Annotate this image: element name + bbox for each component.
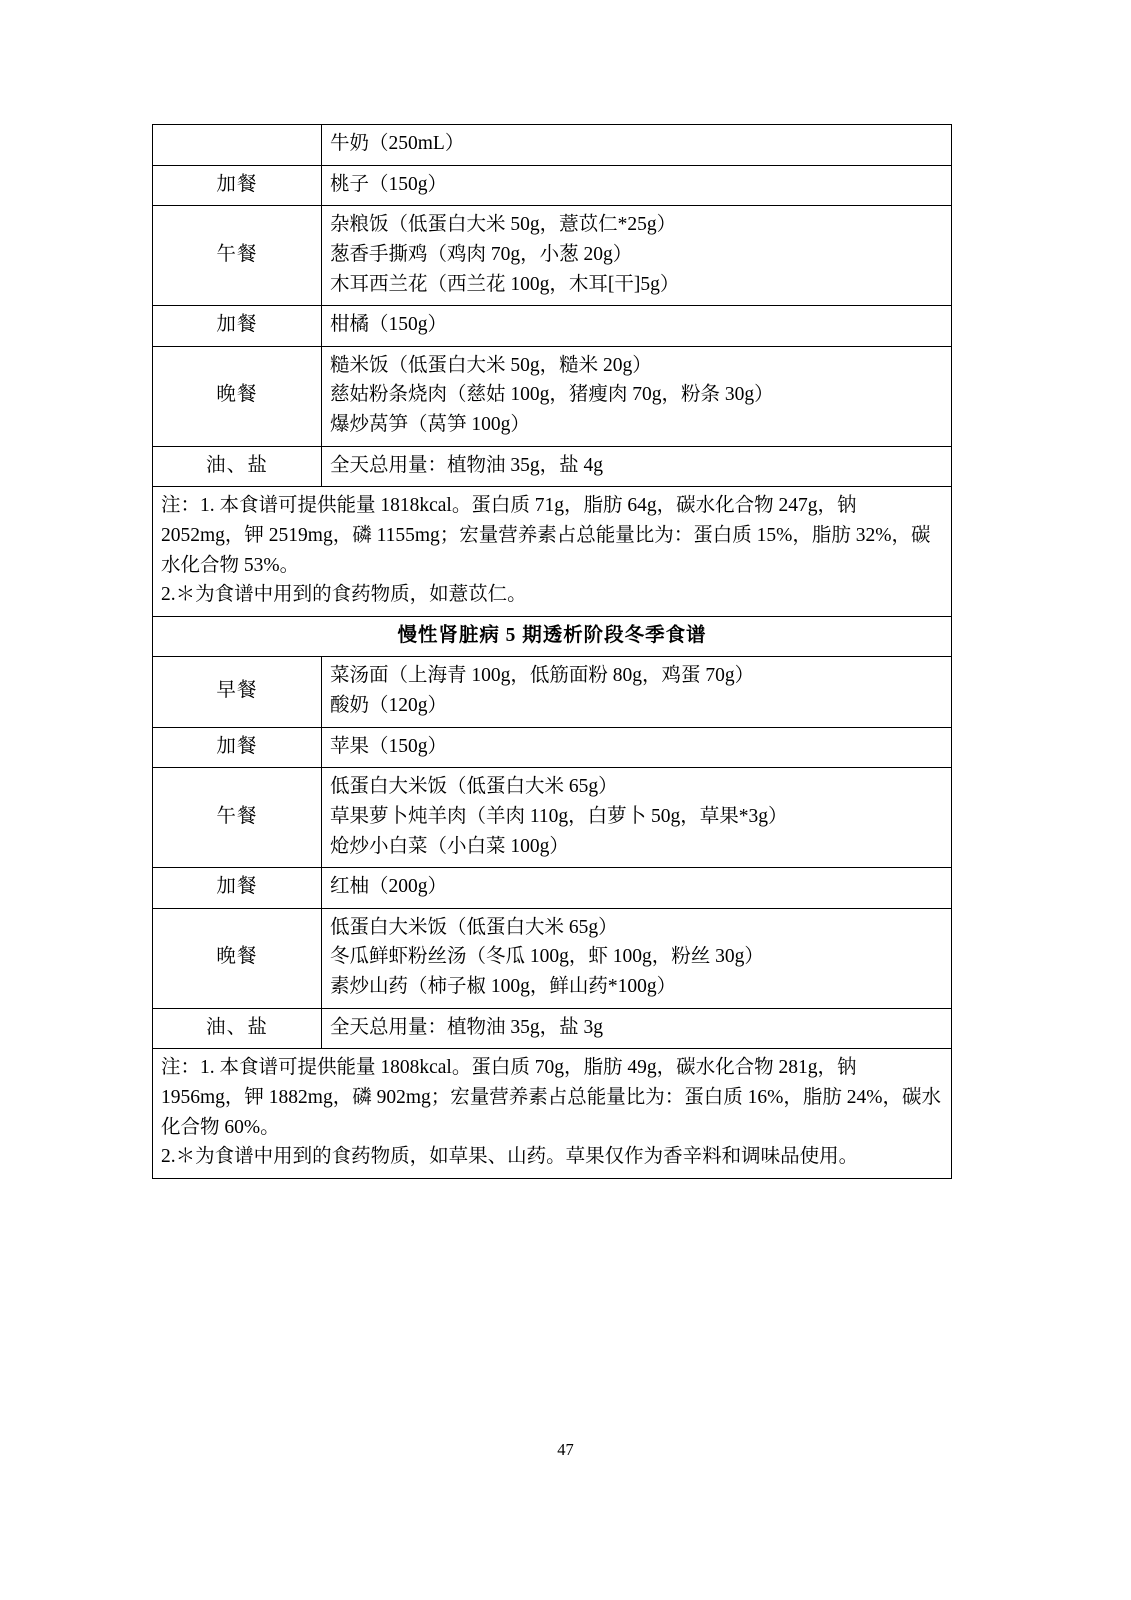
meal-item-line: 红柚（200g） (330, 876, 448, 898)
note-paragraph: 注：1. 本食谱可提供能量 1818kcal。蛋白质 71g，脂肪 64g，碳水化合物 247g，钠 2052mg，钾 2519mg，磷 1155mg；宏量营养素占总能量比为：蛋白质 15%，脂肪 32%，碳水化合物 53%。 (161, 495, 931, 576)
note-paragraph: 2.＊为食谱中用到的食药物质，如薏苡仁。 (161, 584, 527, 606)
meal-label: 晚餐 (153, 346, 322, 446)
table-row (153, 1008, 952, 1049)
meal-item-line: 低蛋白大米饭（低蛋白大米 65g） (330, 776, 618, 798)
diet-menu-table (152, 124, 952, 1179)
meal-label: 晚餐 (153, 908, 322, 1008)
meal-items (322, 727, 952, 768)
section-title-row (153, 616, 952, 657)
meal-items (322, 346, 952, 446)
section-title: 慢性肾脏病 5 期透析阶段冬季食谱 (153, 616, 952, 657)
table-row (153, 657, 952, 727)
meal-item-line: 葱香手撕鸡（鸡肉 70g，小葱 20g） (330, 243, 633, 265)
meal-items (322, 868, 952, 909)
meal-label (153, 125, 322, 166)
table-row (153, 306, 952, 347)
meal-item-line: 全天总用量：植物油 35g，盐 4g (330, 454, 604, 476)
meal-label: 午餐 (153, 768, 322, 868)
meal-items (322, 908, 952, 1008)
meal-item-line: 菜汤面（上海青 100g，低筋面粉 80g，鸡蛋 70g） (330, 665, 755, 687)
meal-label: 加餐 (153, 306, 322, 347)
table-note-row (153, 487, 952, 617)
table-row (153, 125, 952, 166)
table-note-row (153, 1049, 952, 1179)
meal-items (322, 306, 952, 347)
meal-label: 早餐 (153, 657, 322, 727)
meal-label: 加餐 (153, 868, 322, 909)
table-row (153, 727, 952, 768)
table-row (153, 346, 952, 446)
meal-item-line: 柑橘（150g） (330, 314, 448, 336)
meal-items (322, 1008, 952, 1049)
note-paragraph: 注：1. 本食谱可提供能量 1808kcal。蛋白质 70g，脂肪 49g，碳水化合物 281g，钠 1956mg，钾 1882mg，磷 902mg；宏量营养素占总能量比为：蛋白质 16%，脂肪 24%，碳水化合物 60%。 (161, 1057, 941, 1138)
meal-item-line: 慈姑粉条烧肉（慈姑 100g，猪瘦肉 70g，粉条 30g） (330, 384, 774, 406)
note-paragraph: 2.＊为食谱中用到的食药物质，如草果、山药。草果仅作为香辛料和调味品使用。 (161, 1146, 859, 1168)
menu-sheet (152, 124, 952, 1179)
meal-item-line: 全天总用量：植物油 35g，盐 3g (330, 1016, 604, 1038)
table-row (153, 206, 952, 306)
table-row (153, 446, 952, 487)
meal-items (322, 165, 952, 206)
meal-items (322, 768, 952, 868)
meal-label: 油、盐 (153, 1008, 322, 1049)
table-row (153, 768, 952, 868)
meal-item-line: 冬瓜鲜虾粉丝汤（冬瓜 100g，虾 100g，粉丝 30g） (330, 946, 764, 968)
meal-items (322, 446, 952, 487)
meal-item-line: 牛奶（250mL） (330, 133, 465, 154)
meal-label: 油、盐 (153, 446, 322, 487)
meal-item-line: 素炒山药（柿子椒 100g，鲜山药*100g） (330, 976, 677, 997)
meal-item-line: 桃子（150g） (330, 173, 448, 195)
table-row (153, 165, 952, 206)
meal-item-line: 木耳西兰花（西兰花 100g，木耳[干]5g） (330, 273, 680, 295)
meal-item-line: 炝炒小白菜（小白菜 100g） (330, 835, 569, 857)
meal-items (322, 125, 952, 166)
meal-label: 午餐 (153, 206, 322, 306)
table-row (153, 868, 952, 909)
meal-item-line: 酸奶（120g） (330, 695, 448, 716)
page-number: 47 (557, 1440, 574, 1459)
meal-item-line: 爆炒莴笋（莴笋 100g） (330, 414, 530, 435)
menu-note (153, 1049, 952, 1179)
meal-label: 加餐 (153, 727, 322, 768)
meal-items (322, 206, 952, 306)
meal-item-line: 苹果（150g） (330, 735, 448, 757)
meal-item-line: 低蛋白大米饭（低蛋白大米 65g） (330, 916, 618, 938)
meal-items (322, 657, 952, 727)
meal-item-line: 草果萝卜炖羊肉（羊肉 110g，白萝卜 50g，草果*3g） (330, 805, 788, 827)
meal-item-line: 杂粮饭（低蛋白大米 50g，薏苡仁*25g） (330, 214, 677, 236)
meal-item-line: 糙米饭（低蛋白大米 50g，糙米 20g） (330, 354, 652, 376)
table-row (153, 908, 952, 1008)
meal-label: 加餐 (153, 165, 322, 206)
menu-note (153, 487, 952, 617)
